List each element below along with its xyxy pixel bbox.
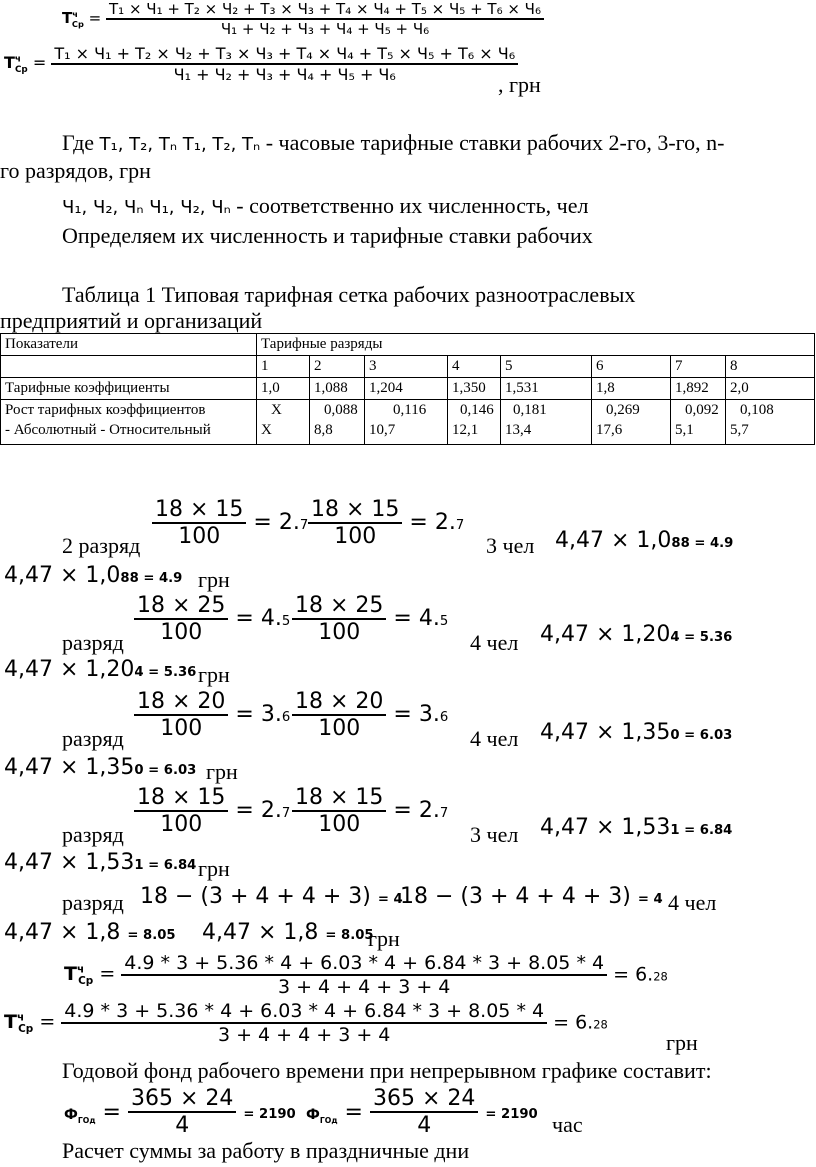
growth-cell: 0,146 12,1 xyxy=(448,400,501,445)
growth-cell: 0,269 17,6 xyxy=(592,400,671,445)
calc-row-label: разряд xyxy=(62,630,124,655)
table-caption-2: предприятий и организаций xyxy=(0,308,263,333)
last-grade-expr: 18 − (3 + 4 + 4 + 3) = 4 xyxy=(400,884,663,909)
calc-rate: 4,47 × 1,204 = 5.36 xyxy=(540,622,733,647)
fund-text: Годовой фонд рабочего времени при непрерывном графике составит: xyxy=(62,1058,712,1083)
formula-fraction xyxy=(106,0,544,38)
coef-cell: 1,0 xyxy=(257,378,310,400)
avg-calc-formula-small: $Т^ч_{Ср}$ = $\frac{4.9 * 3 + 5.36 * 4 + 6.03 * 4 + 6.84 * 3 + 8.05 * 4}{3 + 4 + 4 + 3 + 4}$ = 6.28 xyxy=(64,952,668,998)
header-indicators: Показатели xyxy=(1,334,257,356)
calc-row-label: разряд xyxy=(62,822,124,847)
coef-cell: 1,892 xyxy=(671,378,726,400)
coef-label: Тарифные коэффициенты xyxy=(1,378,257,400)
table-coef-row xyxy=(1,378,815,400)
formula-lhs: $Т^ч_{Ср}$ = xyxy=(4,52,47,76)
count-line xyxy=(62,193,588,221)
calc-people: 3 чел xyxy=(486,533,535,558)
calc-fraction: $\frac{18 \times 15}{100}$ = 2.7 xyxy=(134,785,290,837)
avg-rate-formula-small xyxy=(62,0,544,38)
count-vars: Ч₁, Ч₂, Чₙ Ч₁, Ч₂, Чₙ xyxy=(62,197,231,218)
table-grades-row xyxy=(1,356,815,378)
growth-label: Рост тарифных коэффициентов - Абсолютный - Относительный xyxy=(1,400,257,445)
formula-lhs: $Т^ч_{Ср}$ = xyxy=(62,9,102,29)
calc-rate: 4,47 × 1,531 = 6.84 xyxy=(4,850,197,875)
where-text: - часовые тарифные ставки рабочих 2-го, 3-го, n- xyxy=(265,130,725,155)
last-grade-people: 4 чел xyxy=(668,890,717,915)
avg-rate-formula xyxy=(4,44,518,84)
coef-cell: 2,0 xyxy=(726,378,815,400)
growth-cell: 0,181 13,4 xyxy=(501,400,592,445)
grade-cell: 7 xyxy=(671,356,726,378)
calc-fraction: $\frac{18 \times 15}{100}$ = 2.7 xyxy=(292,785,448,837)
growth-cell: 0,088 8,8 xyxy=(310,400,365,445)
where-line-2: го разрядов, грн xyxy=(0,158,151,183)
calc-fraction: $\frac{18 \times 25}{100}$ = 4.5 xyxy=(134,593,290,645)
avg-calc-formula: $Т^ч_{Ср}$ = $\frac{4.9 * 3 + 5.36 * 4 + 6.03 * 4 + 6.84 * 3 + 8.05 * 4}{3 + 4 + 4 + 3 + 4}$ = 6.28 xyxy=(4,1000,608,1046)
calc-rate: 4,47 × 1,350 = 6.03 xyxy=(4,755,197,780)
fund-unit: час xyxy=(552,1112,583,1137)
formula-denominator: Ч₁ + Ч₂ + Ч₃ + Ч₄ + Ч₅ + Ч₆ xyxy=(220,20,430,38)
header-grades: Тарифные разряды xyxy=(257,334,815,356)
table-caption: Таблица 1 Типовая тарифная сетка рабочих разноотраслевых xyxy=(62,282,636,307)
last-grade-rate: 4,47 × 1,8 = 8.05 xyxy=(4,920,176,945)
grade-cell: 6 xyxy=(592,356,671,378)
holiday-text: Расчет суммы за работу в праздничные дни xyxy=(62,1138,470,1163)
determine-line: Определяем их численность и тарифные ставки рабочих xyxy=(62,223,593,248)
coef-cell: 1,531 xyxy=(501,378,592,400)
where-vars: Т₁, Т₂, Тₙ Т₁, Т₂, Тₙ xyxy=(99,134,261,155)
formula-numerator: Т₁ × Ч₁ + Т₂ × Ч₂ + Т₃ × Ч₃ + Т₄ × Ч₄ + Т₅ × Ч₅ + Т₆ × Ч₆ xyxy=(106,0,544,20)
grade-cell: 4 xyxy=(448,356,501,378)
coef-cell: 1,8 xyxy=(592,378,671,400)
unit-tail: , грн xyxy=(498,72,541,97)
grade-cell: 3 xyxy=(365,356,448,378)
grade-cell: 1 xyxy=(257,356,310,378)
coef-cell: 1,350 xyxy=(448,378,501,400)
count-text: - соответственно их численность, чел xyxy=(236,193,589,218)
calc-rate: 4,47 × 1,531 = 6.84 xyxy=(540,815,733,840)
calc-fraction: $\frac{18 \times 15}{100}$ = 2.7 xyxy=(152,497,308,549)
calc-unit: грн xyxy=(198,856,230,881)
calc-unit: грн xyxy=(198,662,230,687)
table-cell xyxy=(1,356,257,378)
last-grade-unit: грн xyxy=(368,926,400,951)
calc-rate: 4,47 × 1,088 = 4.9 xyxy=(555,528,734,553)
grade-cell: 8 xyxy=(726,356,815,378)
calc-row-label: 2 разряд xyxy=(62,533,141,558)
calc-fraction: $\frac{18 \times 20}{100}$ = 3.6 xyxy=(134,689,290,741)
calc-fraction: $\frac{18 \times 25}{100}$ = 4.5 xyxy=(292,593,448,645)
where-prefix: Где xyxy=(62,130,95,155)
growth-cell: 0,108 5,7 xyxy=(726,400,815,445)
tariff-table xyxy=(0,333,815,445)
formula-numerator: Т₁ × Ч₁ + Т₂ × Ч₂ + Т₃ × Ч₃ + Т₄ × Ч₄ + Т₅ × Ч₅ + Т₆ × Ч₆ xyxy=(51,44,518,65)
formula-fraction xyxy=(51,44,518,84)
calc-people: 3 чел xyxy=(470,822,519,847)
grade-cell: 5 xyxy=(501,356,592,378)
growth-cell: 0,092 5,1 xyxy=(671,400,726,445)
calc-fraction: $\frac{18 \times 20}{100}$ = 3.6 xyxy=(292,689,448,741)
calc-row-label: разряд xyxy=(62,726,124,751)
last-grade-rate: 4,47 × 1,8 = 8.05 xyxy=(202,920,374,945)
last-grade-expr: 18 − (3 + 4 + 4 + 3) = 4 xyxy=(140,884,403,909)
calc-people: 4 чел xyxy=(470,726,519,751)
coef-cell: 1,204 xyxy=(365,378,448,400)
growth-cell: 0,116 10,7 xyxy=(365,400,448,445)
calc-unit: грн xyxy=(206,759,238,784)
formula-denominator: Ч₁ + Ч₂ + Ч₃ + Ч₄ + Ч₅ + Ч₆ xyxy=(173,65,396,84)
last-grade-label: разряд xyxy=(62,890,124,915)
calc-rate: 4,47 × 1,088 = 4.9 xyxy=(4,563,183,588)
grade-cell: 2 xyxy=(310,356,365,378)
calc-unit: грн xyxy=(198,567,230,592)
growth-cell: Х Х xyxy=(257,400,310,445)
fund-formula: $Ф_{ГОд}$ = $\frac{365 \times 24}{4}$ = 2190 xyxy=(306,1086,538,1138)
calc-fraction: $\frac{18 \times 15}{100}$ = 2.7 xyxy=(308,497,464,549)
coef-cell: 1,088 xyxy=(310,378,365,400)
table-growth-row xyxy=(1,400,815,445)
where-line xyxy=(62,130,725,158)
calc-people: 4 чел xyxy=(470,630,519,655)
table-header-row xyxy=(1,334,815,356)
fund-formula: $Ф_{ГОд}$ = $\frac{365 \times 24}{4}$ = 2190 xyxy=(64,1086,296,1138)
calc-rate: 4,47 × 1,204 = 5.36 xyxy=(4,657,197,682)
avg-calc-unit: грн xyxy=(666,1030,698,1055)
calc-rate: 4,47 × 1,350 = 6.03 xyxy=(540,720,733,745)
